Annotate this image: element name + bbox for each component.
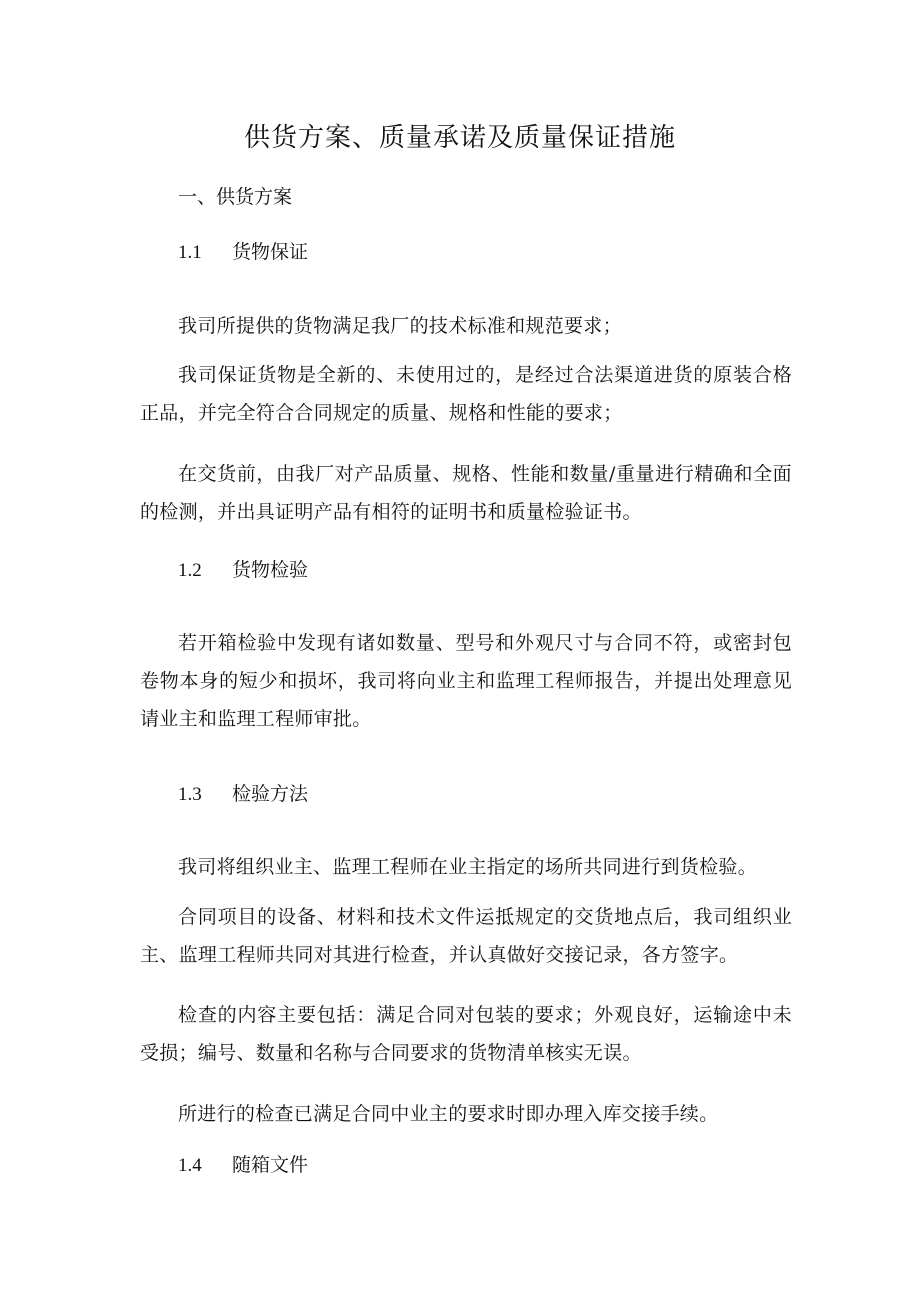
paragraph: 在交货前，由我厂对产品质量、规格、性能和数量/重量进行精确和全面的检测，并出具证明产品有相符的证明书和质量检验证书。 bbox=[140, 463, 792, 523]
subsection-label: 货物保证 bbox=[232, 241, 309, 263]
subsection-heading-1-4 bbox=[178, 1150, 308, 1181]
subsection-heading-1-3 bbox=[178, 779, 308, 810]
paragraph: 合同项目的设备、材料和技术文件运抵规定的交货地点后，我司组织业主、监理工程师共同对其进行检查，并认真做好交接记录，各方签字。 bbox=[140, 906, 792, 966]
subsection-heading-1-2 bbox=[178, 555, 308, 586]
subsection-label: 检验方法 bbox=[232, 783, 309, 805]
paragraph: 我司将组织业主、监理工程师在业主指定的场所共同进行到货检验。 bbox=[178, 856, 758, 878]
document-title: 供货方案、质量承诺及质量保证措施 bbox=[243, 123, 676, 153]
paragraph: 我司保证货物是全新的、未使用过的，是经过合法渠道进货的原装合格正品，并完全符合合同规定的质量、规格和性能的要求； bbox=[140, 364, 792, 424]
subsection-label: 随箱文件 bbox=[232, 1154, 309, 1176]
subsection-number: 1.1 bbox=[178, 242, 202, 263]
subsection-number: 1.4 bbox=[178, 1155, 202, 1176]
paragraph: 所进行的检查已满足合同中业主的要求时即办理入库交接手续。 bbox=[178, 1103, 719, 1125]
section-heading-supply-plan: 一、供货方案 bbox=[178, 186, 293, 208]
paragraph: 我司所提供的货物满足我厂的技术标准和规范要求； bbox=[178, 315, 622, 337]
paragraph: 若开箱检验中发现有诸如数量、型号和外观尺寸与合同不符，或密封包卷物本身的短少和损坏，我司将向业主和监理工程师报告，并提出处理意见请业主和监理工程师审批。 bbox=[140, 632, 792, 730]
paragraph: 检查的内容主要包括：满足合同对包装的要求；外观良好，运输途中未受损；编号、数量和名称与合同要求的货物清单核实无误。 bbox=[140, 1004, 792, 1064]
subsection-number: 1.2 bbox=[178, 560, 202, 581]
subsection-heading-1-1 bbox=[178, 237, 308, 268]
subsection-label: 货物检验 bbox=[232, 559, 309, 581]
subsection-number: 1.3 bbox=[178, 784, 202, 805]
